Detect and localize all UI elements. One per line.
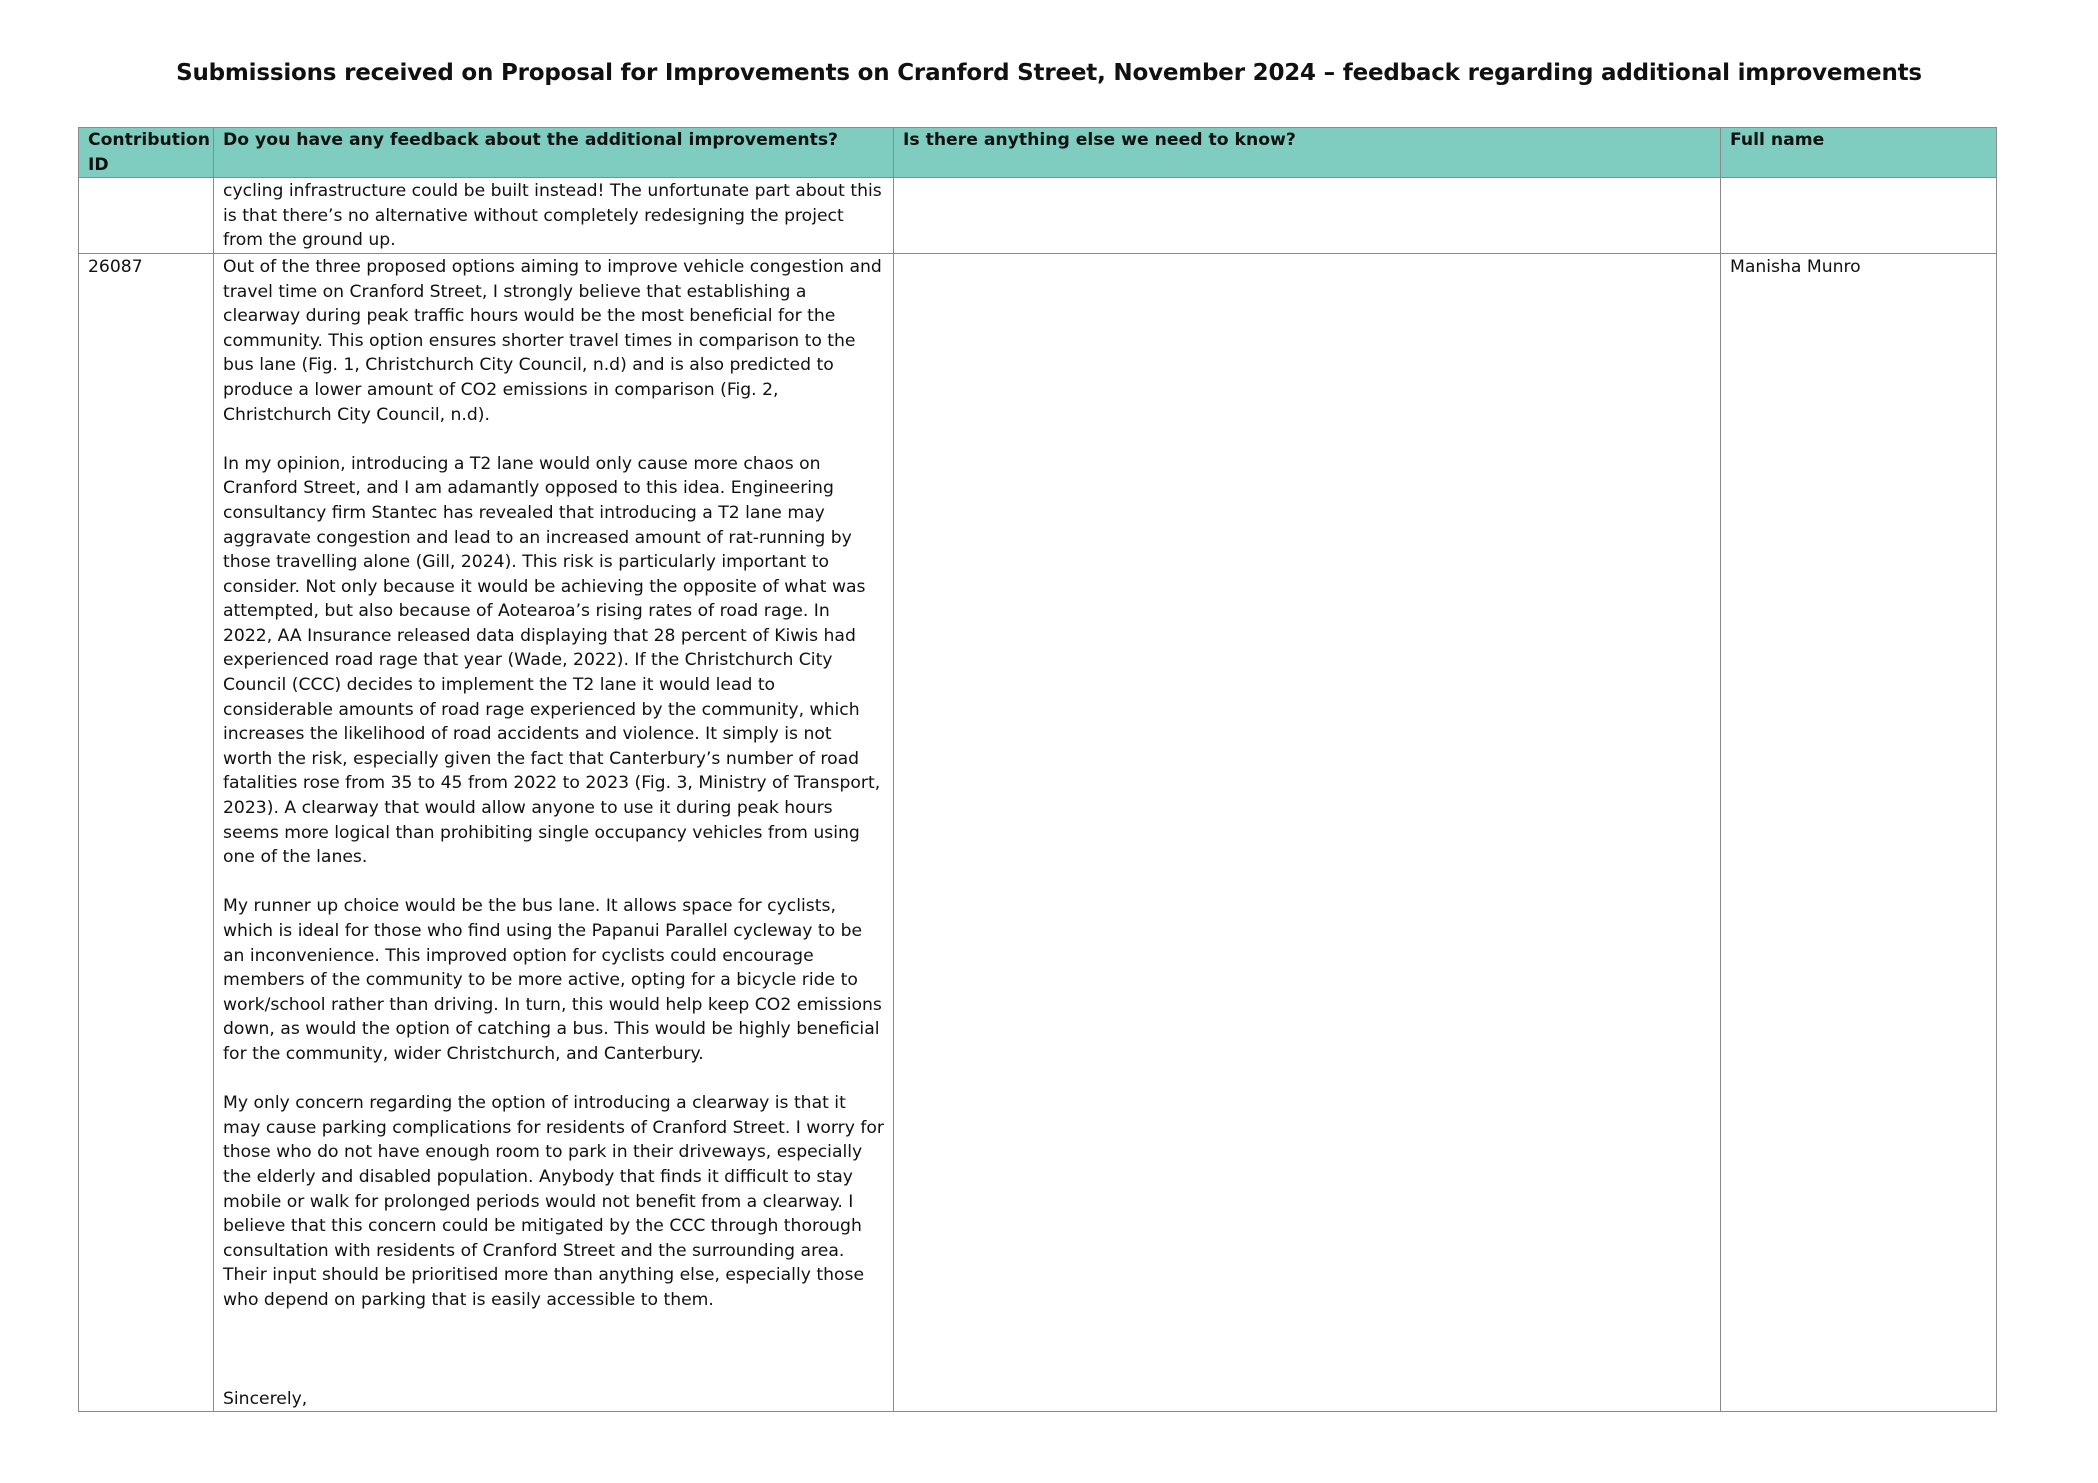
header-contribution-id: Contribution ID [79,128,214,178]
header-feedback: Do you have any feedback about the additional improvements? [214,128,894,178]
feedback-paragraph: In my opinion, introducing a T2 lane would only cause more chaos on Cranford Street, and I am adamantly opposed to this idea. Engineering consultancy firm Stantec has revealed that introducing a T2 lane may aggravate congestion and lead to an increased amount of rat-running by those travelling alone (Gill, 2024). This risk is particularly important to consider. Not only because it would be achieving the opposite of what was attempted, but also because of Aotearoa’s rising rates of road rage. In 2022, AA Insurance released data displaying that 28 percent of Kiwis had experienced road rage that year (Wade, 2022). If the Christchurch City Council (CCC) decides to implement the T2 lane it would lead to considerable amounts of road rage experienced by the community, which increases the likelihood of road accidents and violence. It simply is not worth the risk, especially given the fact that Canterbury’s number of road fatalities rose from 35 to 45 from 2022 to 2023 (Fig. 3, Ministry of Transport, 2023). A clearway that would allow anyone to use it during peak hours seems more logical than prohibiting single occupancy vehicles from using one of the lanes. [223,453,881,868]
table-row [79,178,1997,254]
cell-full-name [1721,178,1997,254]
cell-contribution-id: 26087 [79,253,214,1411]
header-anything-else: Is there anything else we need to know? [894,128,1721,178]
cell-anything-else [894,253,1721,1411]
feedback-paragraph: Out of the three proposed options aiming to improve vehicle congestion and travel time on Cranford Street, I strongly believe that establishing a clearway during peak traffic hours would be the most beneficial for the community. This option ensures shorter travel times in comparison to the bus lane (Fig. 1, Christchurch City Council, n.d) and is also predicted to produce a lower amount of CO2 emissions in comparison (Fig. 2, Christchurch City Council, n.d). [223,256,882,425]
cell-feedback [214,253,894,1411]
feedback-paragraph: My only concern regarding the option of introducing a clearway is that it may cause parking complications for residents of Cranford Street. I worry for those who do not have enough room to park in their driveways, especially the elderly and disabled population. Anybody that finds it difficult to stay mobile or walk for prolonged periods would not benefit from a clearway. I believe that this concern could be mitigated by the CCC through thorough consultation with residents of Cranford Street and the surrounding area. Their input should be prioritised more than anything else, especially those who depend on parking that is easily accessible to them. [223,1093,884,1310]
submissions-table [78,127,1997,1412]
page-title: Submissions received on Proposal for Improvements on Cranford Street, November 2024 – feedback regarding additional improvements [176,60,1922,86]
cell-anything-else [894,178,1721,254]
feedback-closing: Sincerely, [223,1388,308,1409]
table-header-row [79,128,1997,178]
feedback-paragraph: My runner up choice would be the bus lane. It allows space for cyclists, which is ideal for those who find using the Papanui Parallel cycleway to be an inconvenience. This improved option for cyclists could encourage members of the community to be more active, opting for a bicycle ride to work/school rather than driving. In turn, this would help keep CO2 emissions down, as would the option of catching a bus. This would be highly beneficial for the community, wider Christchurch, and Canterbury. [223,896,882,1064]
cell-feedback: cycling infrastructure could be built instead! The unfortunate part about this is that there’s no alternative without completely redesigning the project from the ground up. [214,178,894,254]
cell-full-name: Manisha Munro [1721,253,1997,1411]
table-row [79,253,1997,1411]
header-full-name: Full name [1721,128,1997,178]
cell-contribution-id [79,178,214,254]
